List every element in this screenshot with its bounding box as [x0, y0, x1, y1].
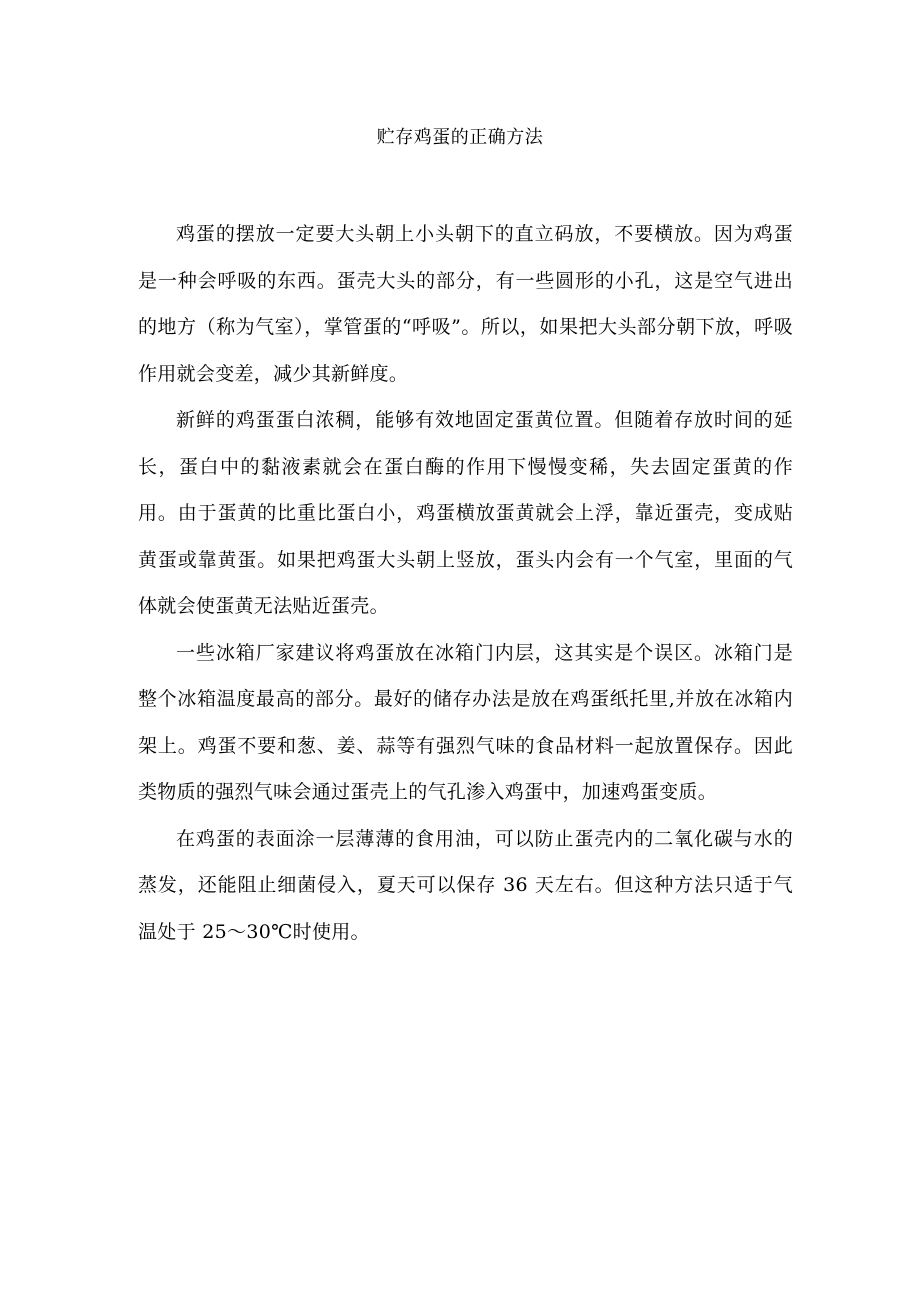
paragraph-egg-orientation: 鸡蛋的摆放一定要大头朝上小头朝下的直立码放，不要横放。因为鸡蛋是一种会呼吸的东西。蛋壳大头的部分，有一些圆形的小孔，这是空气进出的地方（称为气室），掌管蛋的“呼吸”。所以，如果把大头部分朝下放，呼吸作用就会变差，减少其新鲜度。	[138, 223, 793, 385]
paragraph-refrigerator-storage: 一些冰箱厂家建议将鸡蛋放在冰箱门内层，这其实是个误区。冰箱门是整个冰箱温度最高的部分。最好的储存办法是放在鸡蛋纸托里,并放在冰箱内架上。鸡蛋不要和葱、姜、蒜等有强烈气味的食品材料一起放置保存。因此类物质的强烈气味会通过蛋壳上的气孔渗入鸡蛋中，加速鸡蛋变质。	[138, 641, 793, 803]
paragraph-egg-white-freshness: 新鲜的鸡蛋蛋白浓稠，能够有效地固定蛋黄位置。但随着存放时间的延长，蛋白中的黏液素就会在蛋白酶的作用下慢慢变稀，失去固定蛋黄的作用。由于蛋黄的比重比蛋白小，鸡蛋横放蛋黄就会上浮，靠近蛋壳，变成贴黄蛋或靠黄蛋。如果把鸡蛋大头朝上竖放，蛋头内会有一个气室，里面的气体就会使蛋黄无法贴近蛋壳。	[138, 409, 793, 617]
document-body	[138, 211, 793, 955]
document-title: 贮存鸡蛋的正确方法	[376, 127, 544, 148]
paragraph-oil-coating: 在鸡蛋的表面涂一层薄薄的食用油，可以防止蛋壳内的二氧化碳与水的蒸发，还能阻止细菌侵入，夏天可以保存 36 天左右。但这种方法只适于气温处于 25～30℃时使用。	[138, 827, 793, 943]
